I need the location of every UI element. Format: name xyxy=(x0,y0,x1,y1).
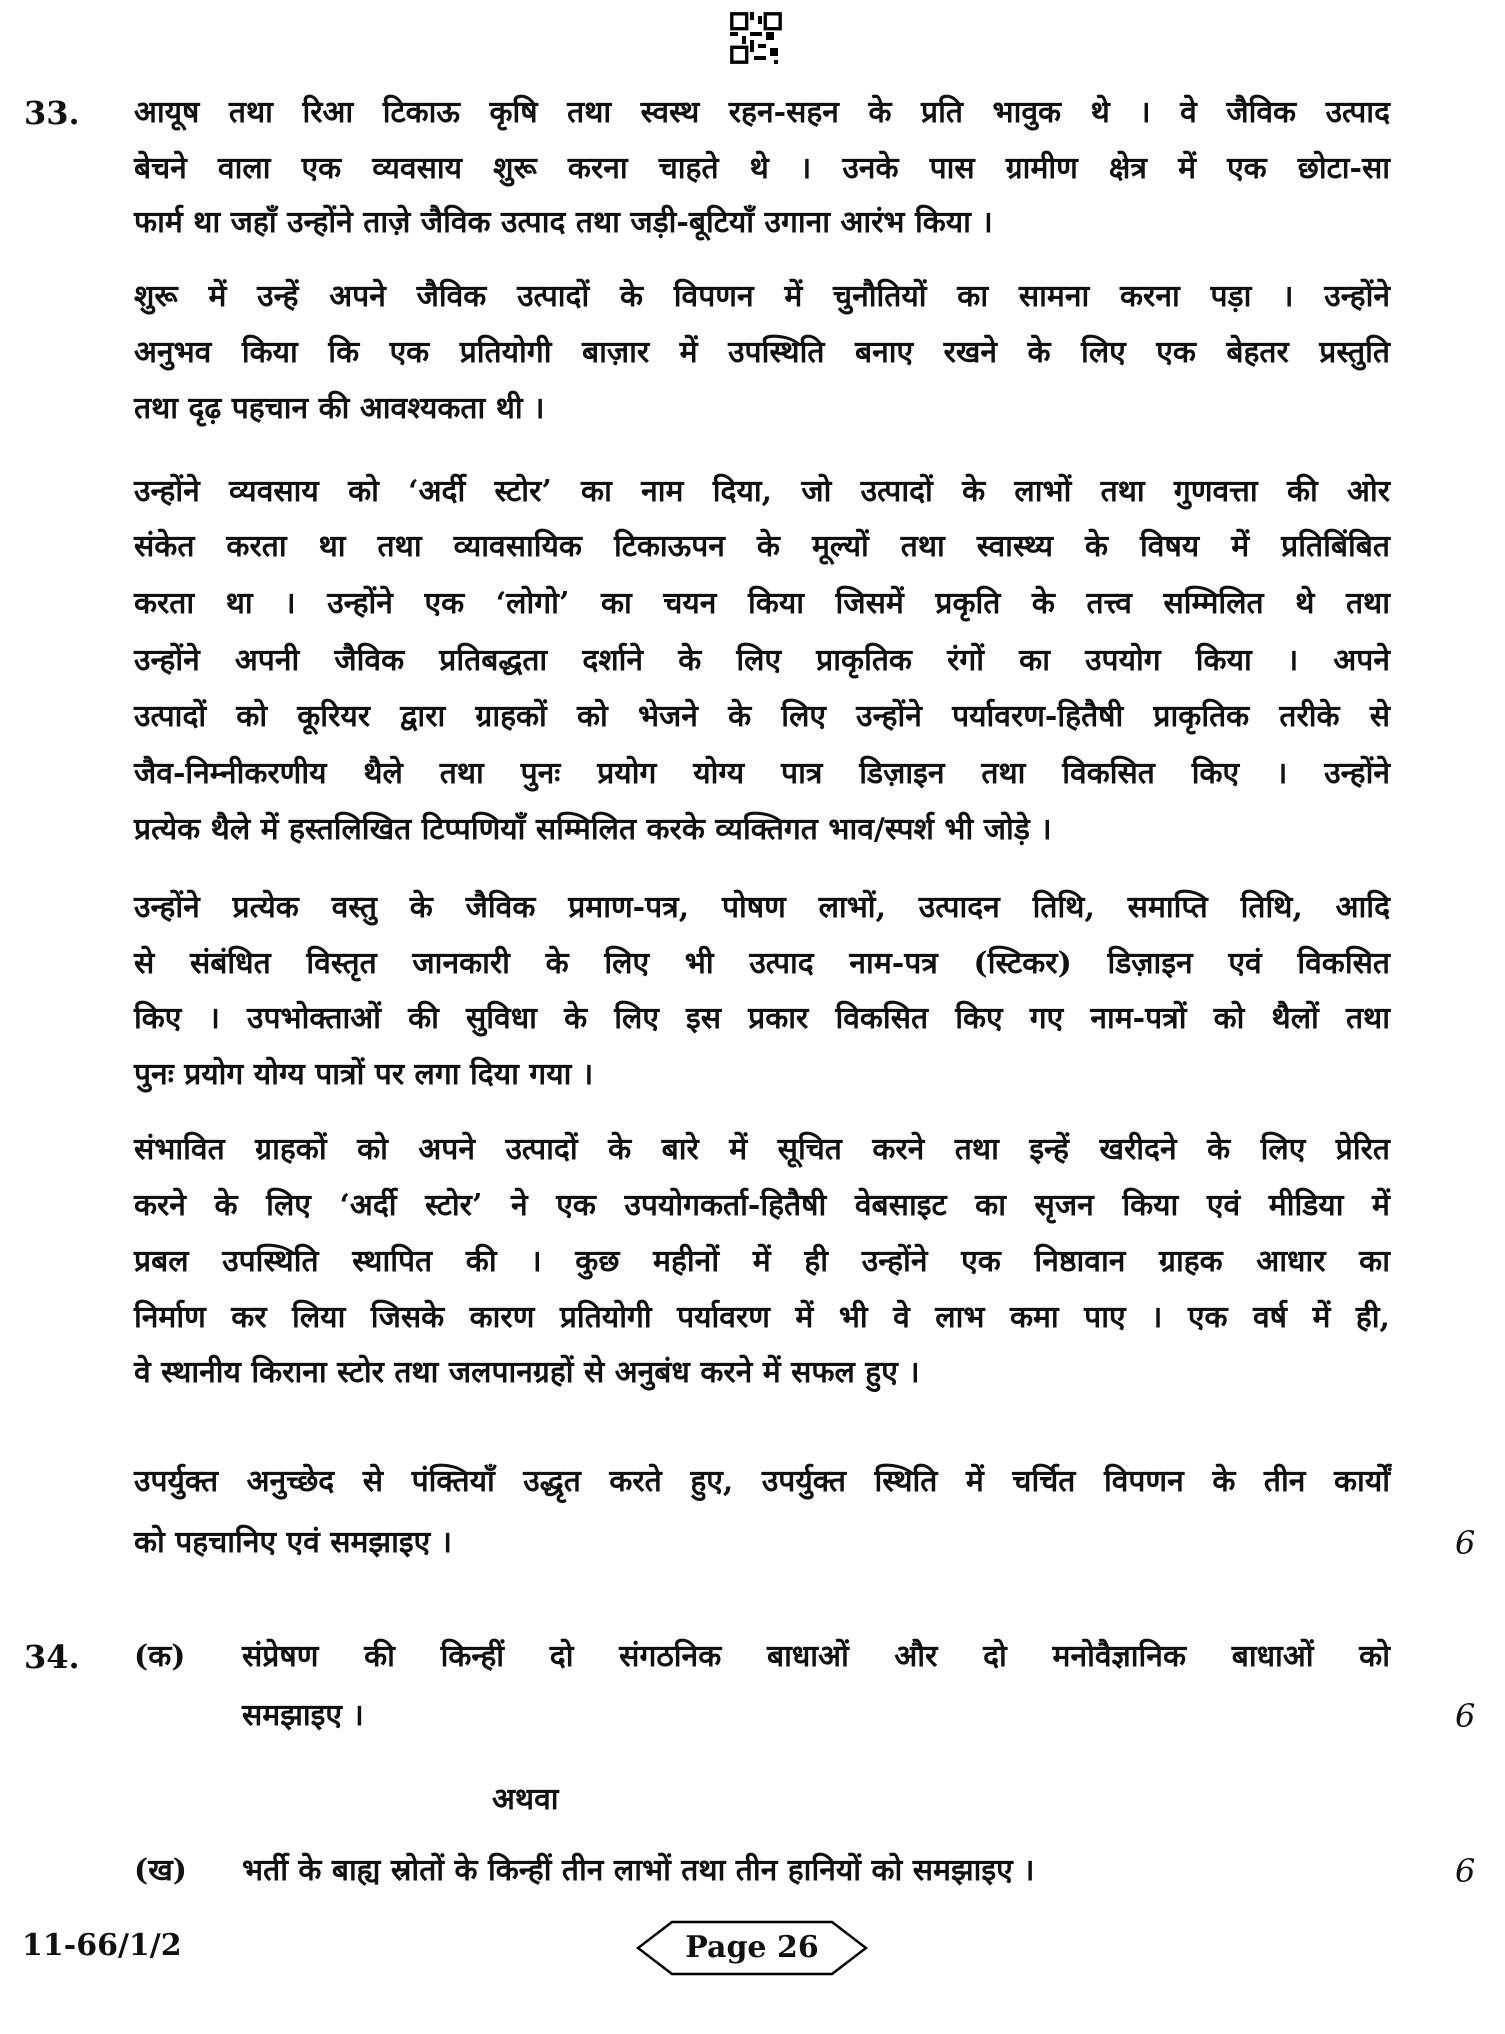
passage-line: शुरू में उन्हें अपने जैविक उत्पादों के विपणन में चुनौतियों का सामना करना पड़ा । उन्होंने xyxy=(134,279,1390,314)
passage-line: फार्म था जहाँ उन्होंने ताज़े जैविक उत्पाद तथा जड़ी-बूटियाँ उगाना आरंभ किया । xyxy=(134,205,993,240)
passage-line: पुनः प्रयोग योग्य पात्रों पर लगा दिया गया । xyxy=(134,1057,594,1092)
passage-line: आयूष तथा रिआ टिकाऊ कृषि तथा स्वस्थ रहन-सहन के प्रति भावुक थे । वे जैविक उत्पाद xyxy=(134,95,1390,130)
marks-q34a: 6 xyxy=(1455,1697,1476,1735)
passage-line: संभावित ग्राहकों को अपने उत्पादों के बारे में सूचित करने तथा इन्हें खरीदने के लिए प्रेरित xyxy=(134,1132,1390,1167)
passage-line: उन्होंने प्रत्येक वस्तु के जैविक प्रमाण-पत्र, पोषण लाभों, उत्पादन तिथि, समाप्ति तिथि, आदि xyxy=(134,890,1390,925)
passage-line: तथा दृढ़ पहचान की आवश्यकता थी । xyxy=(134,391,545,426)
part-label-b: (ख) xyxy=(134,1853,187,1888)
passage-line: बेचने वाला एक व्यवसाय शुरू करना चाहते थे । उनके पास ग्रामीण क्षेत्र में एक छोटा-सा xyxy=(134,151,1390,186)
passage-line: प्रत्येक थैले में हस्तलिखित टिप्पणियाँ सम्मिलित करके व्यक्तिगत भाव/स्पर्श भी जोड़े । xyxy=(134,812,1052,847)
passage-line: से संबंधित विस्तृत जानकारी के लिए भी उत्पाद नाम-पत्र (स्टिकर) डिज़ाइन एवं विकसित xyxy=(134,946,1390,981)
marks-q33: 6 xyxy=(1455,1524,1476,1562)
marks-q34b: 6 xyxy=(1455,1852,1476,1890)
passage-line: प्रबल उपस्थिति स्थापित की । कुछ महीनों में ही उन्होंने एक निष्ठावान ग्राहक आधार का xyxy=(134,1244,1390,1279)
paper-code: 11-66/1/2 xyxy=(22,1928,182,1963)
passage-line: वे स्थानीय किराना स्टोर तथा जलपानग्रहों से अनुबंध करने में सफल हुए । xyxy=(134,1355,920,1390)
question-instruction-line: को पहचानिए एवं समझाइए । xyxy=(134,1525,453,1560)
passage-line: जैव-निम्नीकरणीय थैले तथा पुनः प्रयोग योग्य पात्र डिज़ाइन तथा विकसित किए । उन्होंने xyxy=(134,756,1390,791)
part-label-a: (क) xyxy=(134,1639,186,1674)
passage-line: निर्माण कर लिया जिसके कारण प्रतियोगी पर्यावरण में भी वे लाभ कमा पाए । एक वर्ष में ही, xyxy=(134,1300,1390,1335)
passage-line: उन्होंने व्यवसाय को ‘अर्दी स्टोर’ का नाम दिया, जो उत्पादों के लाभों तथा गुणवत्ता की ओर xyxy=(134,474,1390,509)
qr-code xyxy=(730,12,782,64)
passage-line: अनुभव किया कि एक प्रतियोगी बाज़ार में उपस्थिति बनाए रखने के लिए एक बेहतर प्रस्तुति xyxy=(134,335,1390,370)
passage-line: करता था । उन्होंने एक ‘लोगो’ का चयन किया जिसमें प्रकृति के तत्त्व सम्मिलित थे तथा xyxy=(134,586,1390,621)
passage-line: संकेत करता था तथा व्यावसायिक टिकाऊपन के मूल्यों तथा स्वास्थ्य के विषय में प्रतिबिंबित xyxy=(134,529,1390,564)
passage-line: उन्होंने अपनी जैविक प्रतिबद्धता दर्शाने के लिए प्राकृतिक रंगों का उपयोग किया । अपने xyxy=(134,643,1390,678)
page-number: Page 26 xyxy=(685,1930,819,1965)
page-number-badge xyxy=(636,1920,868,1976)
question-number-33: 33. xyxy=(24,94,80,132)
passage-line: करने के लिए ‘अर्दी स्टोर’ ने एक उपयोगकर्ता-हितैषी वेबसाइट का सृजन किया एवं मीडिया में xyxy=(134,1188,1390,1223)
q34a-line-2: समझाइए । xyxy=(242,1698,364,1733)
passage-line: किए । उपभोक्ताओं की सुविधा के लिए इस प्रकार विकसित किए गए नाम-पत्रों को थैलों तथा xyxy=(134,1001,1390,1036)
passage-line: उत्पादों को कूरियर द्वारा ग्राहकों को भेजने के लिए उन्होंने पर्यावरण-हितैषी प्राकृतिक तरीके से xyxy=(134,699,1390,734)
question-number-34: 34. xyxy=(24,1638,80,1676)
or-separator: अथवा xyxy=(492,1782,559,1817)
q34b-text: भर्ती के बाह्य स्रोतों के किन्हीं तीन लाभों तथा तीन हानियों को समझाइए । xyxy=(242,1853,1035,1888)
q34a-line-1: संप्रेषण की किन्हीं दो संगठनिक बाधाओं और दो मनोवैज्ञानिक बाधाओं को xyxy=(242,1639,1390,1674)
question-instruction-line: उपर्युक्त अनुच्छेद से पंक्तियाँ उद्धृत करते हुए, उपर्युक्त स्थिति में चर्चित विपणन के तीन कार्यों xyxy=(134,1464,1390,1499)
